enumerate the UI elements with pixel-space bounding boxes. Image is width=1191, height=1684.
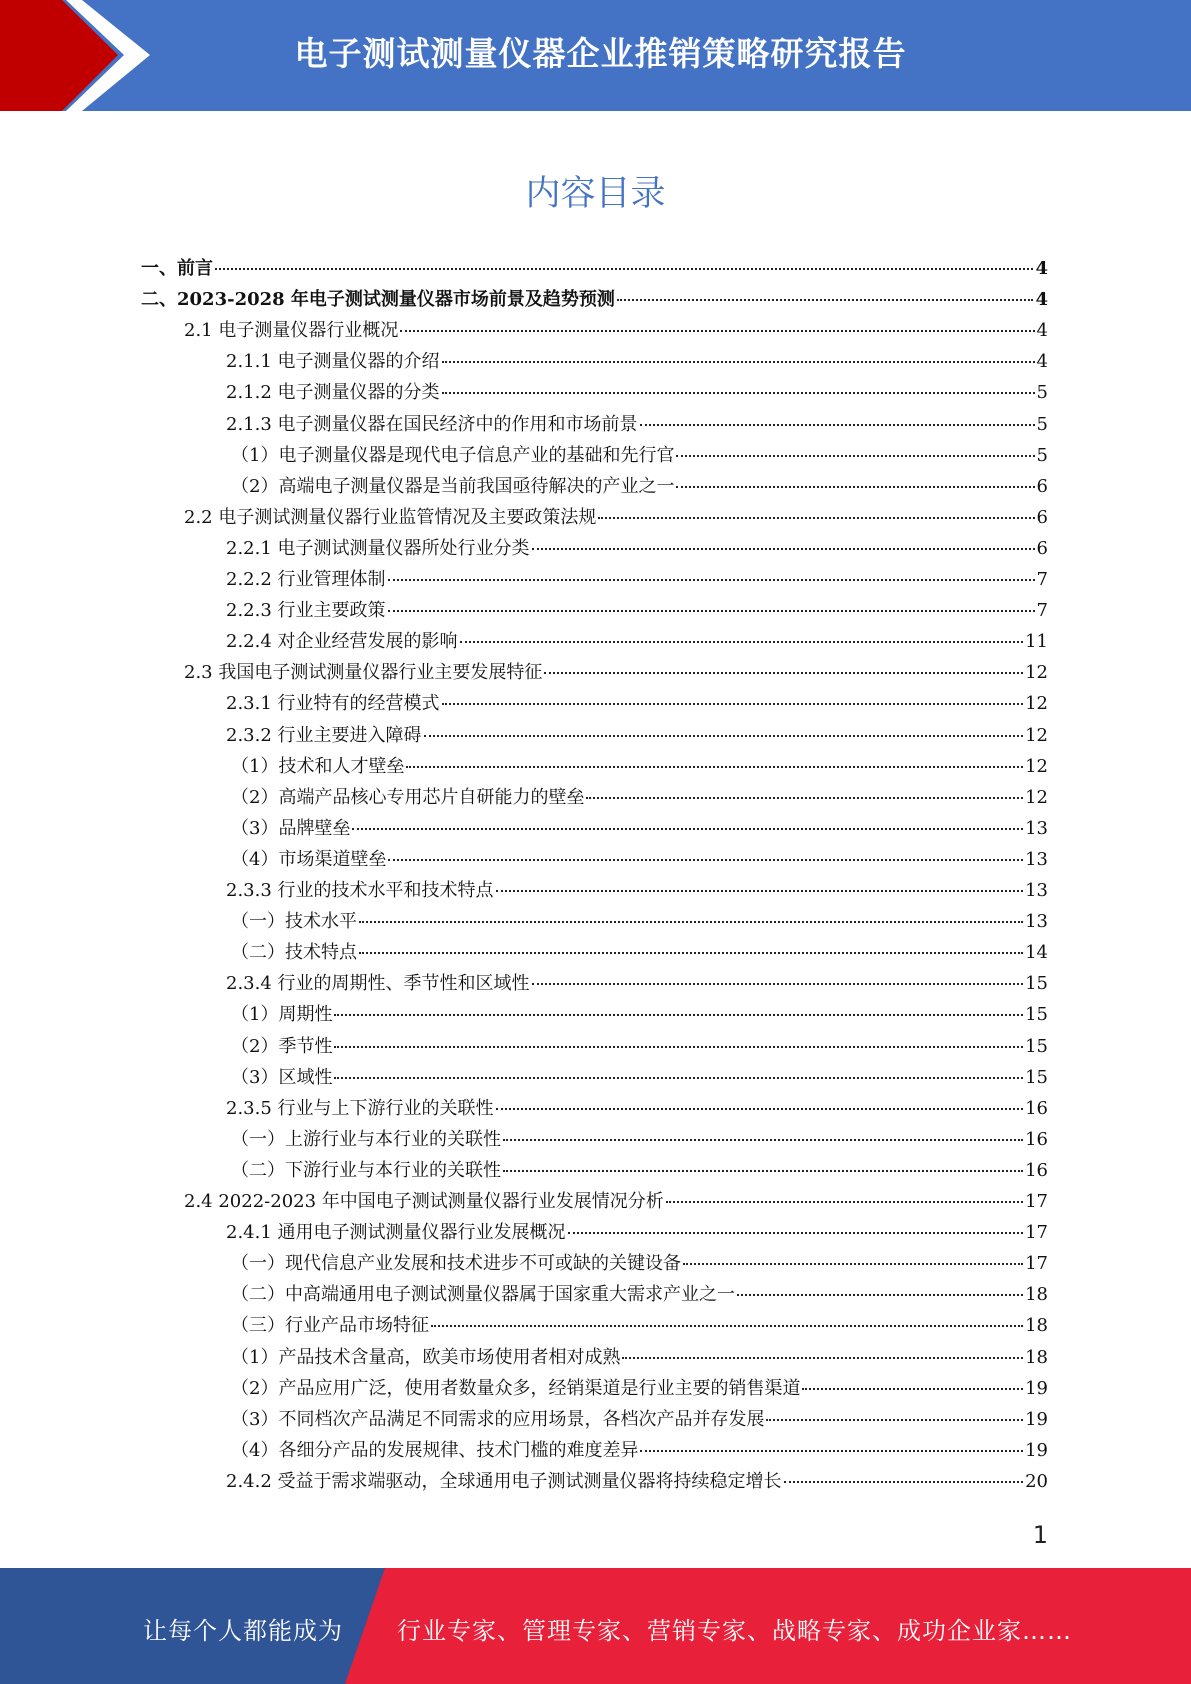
toc-entry-label: 2.3.4 行业的周期性、季节性和区域性 xyxy=(226,973,530,995)
toc-entry[interactable] xyxy=(231,1249,1048,1280)
toc-dot-leader xyxy=(617,299,1034,301)
toc-entry-page: 15 xyxy=(1025,1035,1048,1057)
toc-entry[interactable] xyxy=(231,783,1048,814)
toc-entry[interactable] xyxy=(231,1405,1048,1436)
toc-entry[interactable] xyxy=(184,503,1048,534)
page-number: 1 xyxy=(1032,1521,1048,1549)
toc-entry[interactable] xyxy=(231,814,1048,845)
toc-entry-label: （3）品牌壁垒 xyxy=(231,817,351,839)
toc-entry-page: 19 xyxy=(1025,1377,1048,1399)
toc-dot-leader xyxy=(640,1450,1023,1452)
toc-entry[interactable] xyxy=(226,721,1048,752)
toc-entry[interactable] xyxy=(231,1374,1048,1405)
toc-entry-page: 18 xyxy=(1025,1315,1048,1337)
toc-dot-leader xyxy=(442,392,1035,394)
toc-entry-label: （1）电子测量仪器是现代电子信息产业的基础和先行官 xyxy=(231,444,675,466)
toc-entry-label: （一）上游行业与本行业的关联性 xyxy=(231,1128,501,1150)
toc-entry-page: 6 xyxy=(1036,475,1048,497)
toc-entry-page: 19 xyxy=(1025,1439,1048,1461)
toc-dot-leader xyxy=(802,1388,1023,1390)
toc-entry-page: 11 xyxy=(1025,631,1048,653)
toc-entry-page: 17 xyxy=(1025,1253,1048,1275)
toc-entry-label: 一、前言 xyxy=(141,258,213,279)
toc-entry[interactable] xyxy=(226,969,1048,1000)
toc-dot-leader xyxy=(359,921,1023,923)
toc-entry-page: 14 xyxy=(1025,942,1048,964)
toc-dot-leader xyxy=(431,1325,1023,1327)
toc-dot-leader xyxy=(544,672,1023,674)
toc-entry-label: 2.2.4 对企业经营发展的影响 xyxy=(226,631,458,653)
toc-entry-label: 2.2.3 行业主要政策 xyxy=(226,600,386,622)
footer-slogan-left: 让每个人都能成为 xyxy=(143,1617,343,1645)
toc-entry[interactable] xyxy=(226,689,1048,720)
toc-entry-page: 12 xyxy=(1025,724,1048,746)
toc-dot-leader xyxy=(676,486,1034,488)
toc-dot-leader xyxy=(352,828,1023,830)
toc-entry[interactable] xyxy=(226,627,1048,658)
toc-dot-leader xyxy=(666,1201,1023,1203)
toc-dot-leader xyxy=(388,579,1035,581)
toc-entry-page: 18 xyxy=(1025,1346,1048,1368)
toc-entry-label: （三）行业产品市场特征 xyxy=(231,1315,429,1337)
toc-entry-page: 13 xyxy=(1025,817,1048,839)
toc-entry[interactable] xyxy=(226,347,1048,378)
toc-dot-leader xyxy=(334,1014,1023,1016)
toc-entry-label: （3）区域性 xyxy=(231,1066,333,1088)
toc-entry[interactable] xyxy=(231,1436,1048,1467)
toc-entry[interactable] xyxy=(231,1280,1048,1311)
toc-heading: 内容目录 xyxy=(525,174,666,214)
toc-entry-label: 2.4 2022-2023 年中国电子测试测量仪器行业发展情况分析 xyxy=(184,1191,664,1212)
toc-entry[interactable] xyxy=(226,534,1048,565)
toc-entry-label: 2.3.3 行业的技术水平和技术特点 xyxy=(226,880,494,901)
toc-entry-label: （2）高端产品核心专用芯片自研能力的壁垒 xyxy=(231,786,585,808)
toc-dot-leader xyxy=(683,1263,1023,1265)
toc-dot-leader xyxy=(388,859,1023,861)
toc-entry-page: 7 xyxy=(1036,569,1048,590)
toc-dot-leader xyxy=(215,268,1033,270)
toc-entry[interactable] xyxy=(231,1032,1048,1063)
toc-dot-leader xyxy=(640,424,1035,426)
toc-entry-label: （4）各细分产品的发展规律、技术门槛的难度差异 xyxy=(231,1439,639,1461)
toc-entry-page: 17 xyxy=(1025,1191,1048,1212)
footer-banner xyxy=(0,1568,1191,1684)
toc-entry-label: 2.1.2 电子测量仪器的分类 xyxy=(226,382,440,404)
toc-entry-label: （二）技术特点 xyxy=(231,942,357,964)
toc-dot-leader xyxy=(334,1077,1023,1079)
toc-entry[interactable] xyxy=(231,1311,1048,1342)
toc-dot-leader xyxy=(400,330,1034,332)
toc-entry[interactable] xyxy=(226,1467,1048,1498)
toc-dot-leader xyxy=(598,517,1034,519)
toc-entry[interactable] xyxy=(231,938,1048,969)
toc-entry[interactable] xyxy=(141,254,1048,285)
toc-entry[interactable] xyxy=(231,1063,1048,1094)
toc-entry-page: 16 xyxy=(1025,1097,1048,1119)
toc-entry-page: 5 xyxy=(1036,413,1048,435)
toc-entry[interactable] xyxy=(231,1000,1048,1031)
toc-dot-leader xyxy=(496,890,1024,892)
toc-entry-page: 17 xyxy=(1025,1222,1048,1244)
toc-entry[interactable] xyxy=(226,565,1048,596)
toc-dot-leader xyxy=(460,641,1024,643)
toc-entry-page: 20 xyxy=(1025,1470,1048,1492)
toc-entry-label: （1）产品技术含量高，欧美市场使用者相对成熟 xyxy=(231,1346,621,1368)
footer-slogan-right: 行业专家、管理专家、营销专家、战略专家、成功企业家…… xyxy=(397,1617,1072,1645)
toc-entry-page: 4 xyxy=(1036,351,1048,373)
toc-entry[interactable] xyxy=(226,1218,1048,1249)
toc-dot-leader xyxy=(532,548,1035,550)
toc-entry-page: 6 xyxy=(1036,537,1048,559)
toc-entry[interactable] xyxy=(231,1343,1048,1374)
toc-entry-page: 4 xyxy=(1035,258,1048,279)
toc-entry-page: 15 xyxy=(1025,1004,1048,1026)
toc-entry-label: 2.2 电子测试测量仪器行业监管情况及主要政策法规 xyxy=(184,506,597,528)
toc-entry-label: 2.2.2 行业管理体制 xyxy=(226,569,386,590)
toc-entry-label: （1）周期性 xyxy=(231,1004,333,1026)
toc-entry-page: 4 xyxy=(1036,320,1048,342)
toc-entry-label: （二）中高端通用电子测试测量仪器属于国家重大需求产业之一 xyxy=(231,1284,735,1306)
toc-entry[interactable] xyxy=(226,876,1048,907)
toc-dot-leader xyxy=(503,1170,1023,1172)
toc-dot-leader xyxy=(442,361,1035,363)
toc-entry[interactable] xyxy=(231,845,1048,876)
toc-dot-leader xyxy=(359,952,1023,954)
toc-dot-leader xyxy=(622,1357,1023,1359)
toc-entry-page: 15 xyxy=(1025,973,1048,995)
toc-entry-page: 5 xyxy=(1036,444,1048,466)
toc-entry-label: 2.3.1 行业特有的经营模式 xyxy=(226,693,440,715)
toc-entry[interactable] xyxy=(231,441,1048,472)
toc-entry[interactable] xyxy=(226,378,1048,409)
toc-entry[interactable] xyxy=(226,596,1048,627)
toc-entry-label: 2.3 我国电子测试测量仪器行业主要发展特征 xyxy=(184,662,543,684)
toc-entry-label: 2.4.1 通用电子测试测量仪器行业发展概况 xyxy=(226,1222,566,1244)
toc-entry[interactable] xyxy=(184,316,1048,347)
toc-entry-page: 7 xyxy=(1036,600,1048,622)
toc-dot-leader xyxy=(424,735,1024,737)
toc-entry[interactable] xyxy=(231,1125,1048,1156)
report-title: 电子测试测量仪器企业推销策略研究报告 xyxy=(294,34,907,73)
toc-dot-leader xyxy=(442,703,1024,705)
toc-entry-label: 2.3.2 行业主要进入障碍 xyxy=(226,724,422,746)
toc-entry[interactable] xyxy=(184,1187,1048,1218)
toc-dot-leader xyxy=(334,1046,1023,1048)
toc-entry-label: （二）下游行业与本行业的关联性 xyxy=(231,1159,501,1181)
toc-entry-label: 2.1.3 电子测量仪器在国民经济中的作用和市场前景 xyxy=(226,413,638,435)
toc-entry[interactable] xyxy=(231,1156,1048,1187)
toc-entry-label: （2）季节性 xyxy=(231,1035,333,1057)
toc-entry[interactable] xyxy=(184,658,1048,689)
toc-entry-page: 15 xyxy=(1025,1066,1048,1088)
toc-entry-label: 2.1.1 电子测量仪器的介绍 xyxy=(226,351,440,373)
toc-entry-label: 2.1 电子测量仪器行业概况 xyxy=(184,320,399,342)
toc-entry[interactable] xyxy=(226,410,1048,441)
toc-entry-page: 16 xyxy=(1025,1159,1048,1181)
toc-entry-label: （一）现代信息产业发展和技术进步不可或缺的关键设备 xyxy=(231,1253,681,1275)
toc-entry-page: 12 xyxy=(1025,693,1048,715)
toc-entry-page: 18 xyxy=(1025,1284,1048,1306)
toc-entry-label: （2）产品应用广泛，使用者数量众多，经销渠道是行业主要的销售渠道 xyxy=(231,1377,801,1399)
toc-entry[interactable] xyxy=(231,907,1048,938)
toc-dot-leader xyxy=(737,1294,1023,1296)
toc-entry-page: 6 xyxy=(1036,506,1048,528)
toc-entry-page: 5 xyxy=(1036,382,1048,404)
toc-entry-label: 2.3.5 行业与上下游行业的关联性 xyxy=(226,1097,494,1119)
toc-entry[interactable] xyxy=(231,752,1048,783)
toc-dot-leader xyxy=(766,1419,1023,1421)
toc-entry-label: 2.2.1 电子测试测量仪器所处行业分类 xyxy=(226,537,530,559)
toc-dot-leader xyxy=(586,797,1023,799)
toc-dot-leader xyxy=(503,1139,1023,1141)
toc-dot-leader xyxy=(676,455,1034,457)
toc-entry-label: （3）不同档次产品满足不同需求的应用场景，各档次产品并存发展 xyxy=(231,1408,765,1430)
toc-dot-leader xyxy=(784,1481,1024,1483)
toc-entry[interactable] xyxy=(141,285,1048,316)
toc-entry-page: 4 xyxy=(1035,289,1048,311)
toc-entry-page: 13 xyxy=(1025,880,1048,901)
toc-dot-leader xyxy=(496,1108,1024,1110)
toc-dot-leader xyxy=(568,1232,1024,1234)
toc-entry-label: （4）市场渠道壁垒 xyxy=(231,848,387,870)
toc-entry[interactable] xyxy=(231,472,1048,503)
toc-entry-label: 2.4.2 受益于需求端驱动，全球通用电子测试测量仪器将持续稳定增长 xyxy=(226,1470,782,1492)
toc-entry-label: （2）高端电子测量仪器是当前我国亟待解决的产业之一 xyxy=(231,475,675,497)
toc-entry-label: 二、2023-2028 年电子测试测量仪器市场前景及趋势预测 xyxy=(141,289,615,311)
toc-entry-page: 13 xyxy=(1025,911,1048,933)
toc-entry-page: 13 xyxy=(1025,848,1048,870)
toc-dot-leader xyxy=(388,610,1035,612)
toc-entry-label: （一）技术水平 xyxy=(231,911,357,933)
toc-entry-page: 19 xyxy=(1025,1408,1048,1430)
toc-entry-page: 16 xyxy=(1025,1128,1048,1150)
toc-entry-label: （1）技术和人才壁垒 xyxy=(231,755,405,777)
toc-dot-leader xyxy=(532,983,1024,985)
toc-entry-page: 12 xyxy=(1025,662,1048,684)
report-header xyxy=(0,0,1191,111)
toc-entry[interactable] xyxy=(226,1094,1048,1125)
toc-dot-leader xyxy=(406,766,1023,768)
toc-entry-page: 12 xyxy=(1025,755,1048,777)
toc-entry-page: 12 xyxy=(1025,786,1048,808)
